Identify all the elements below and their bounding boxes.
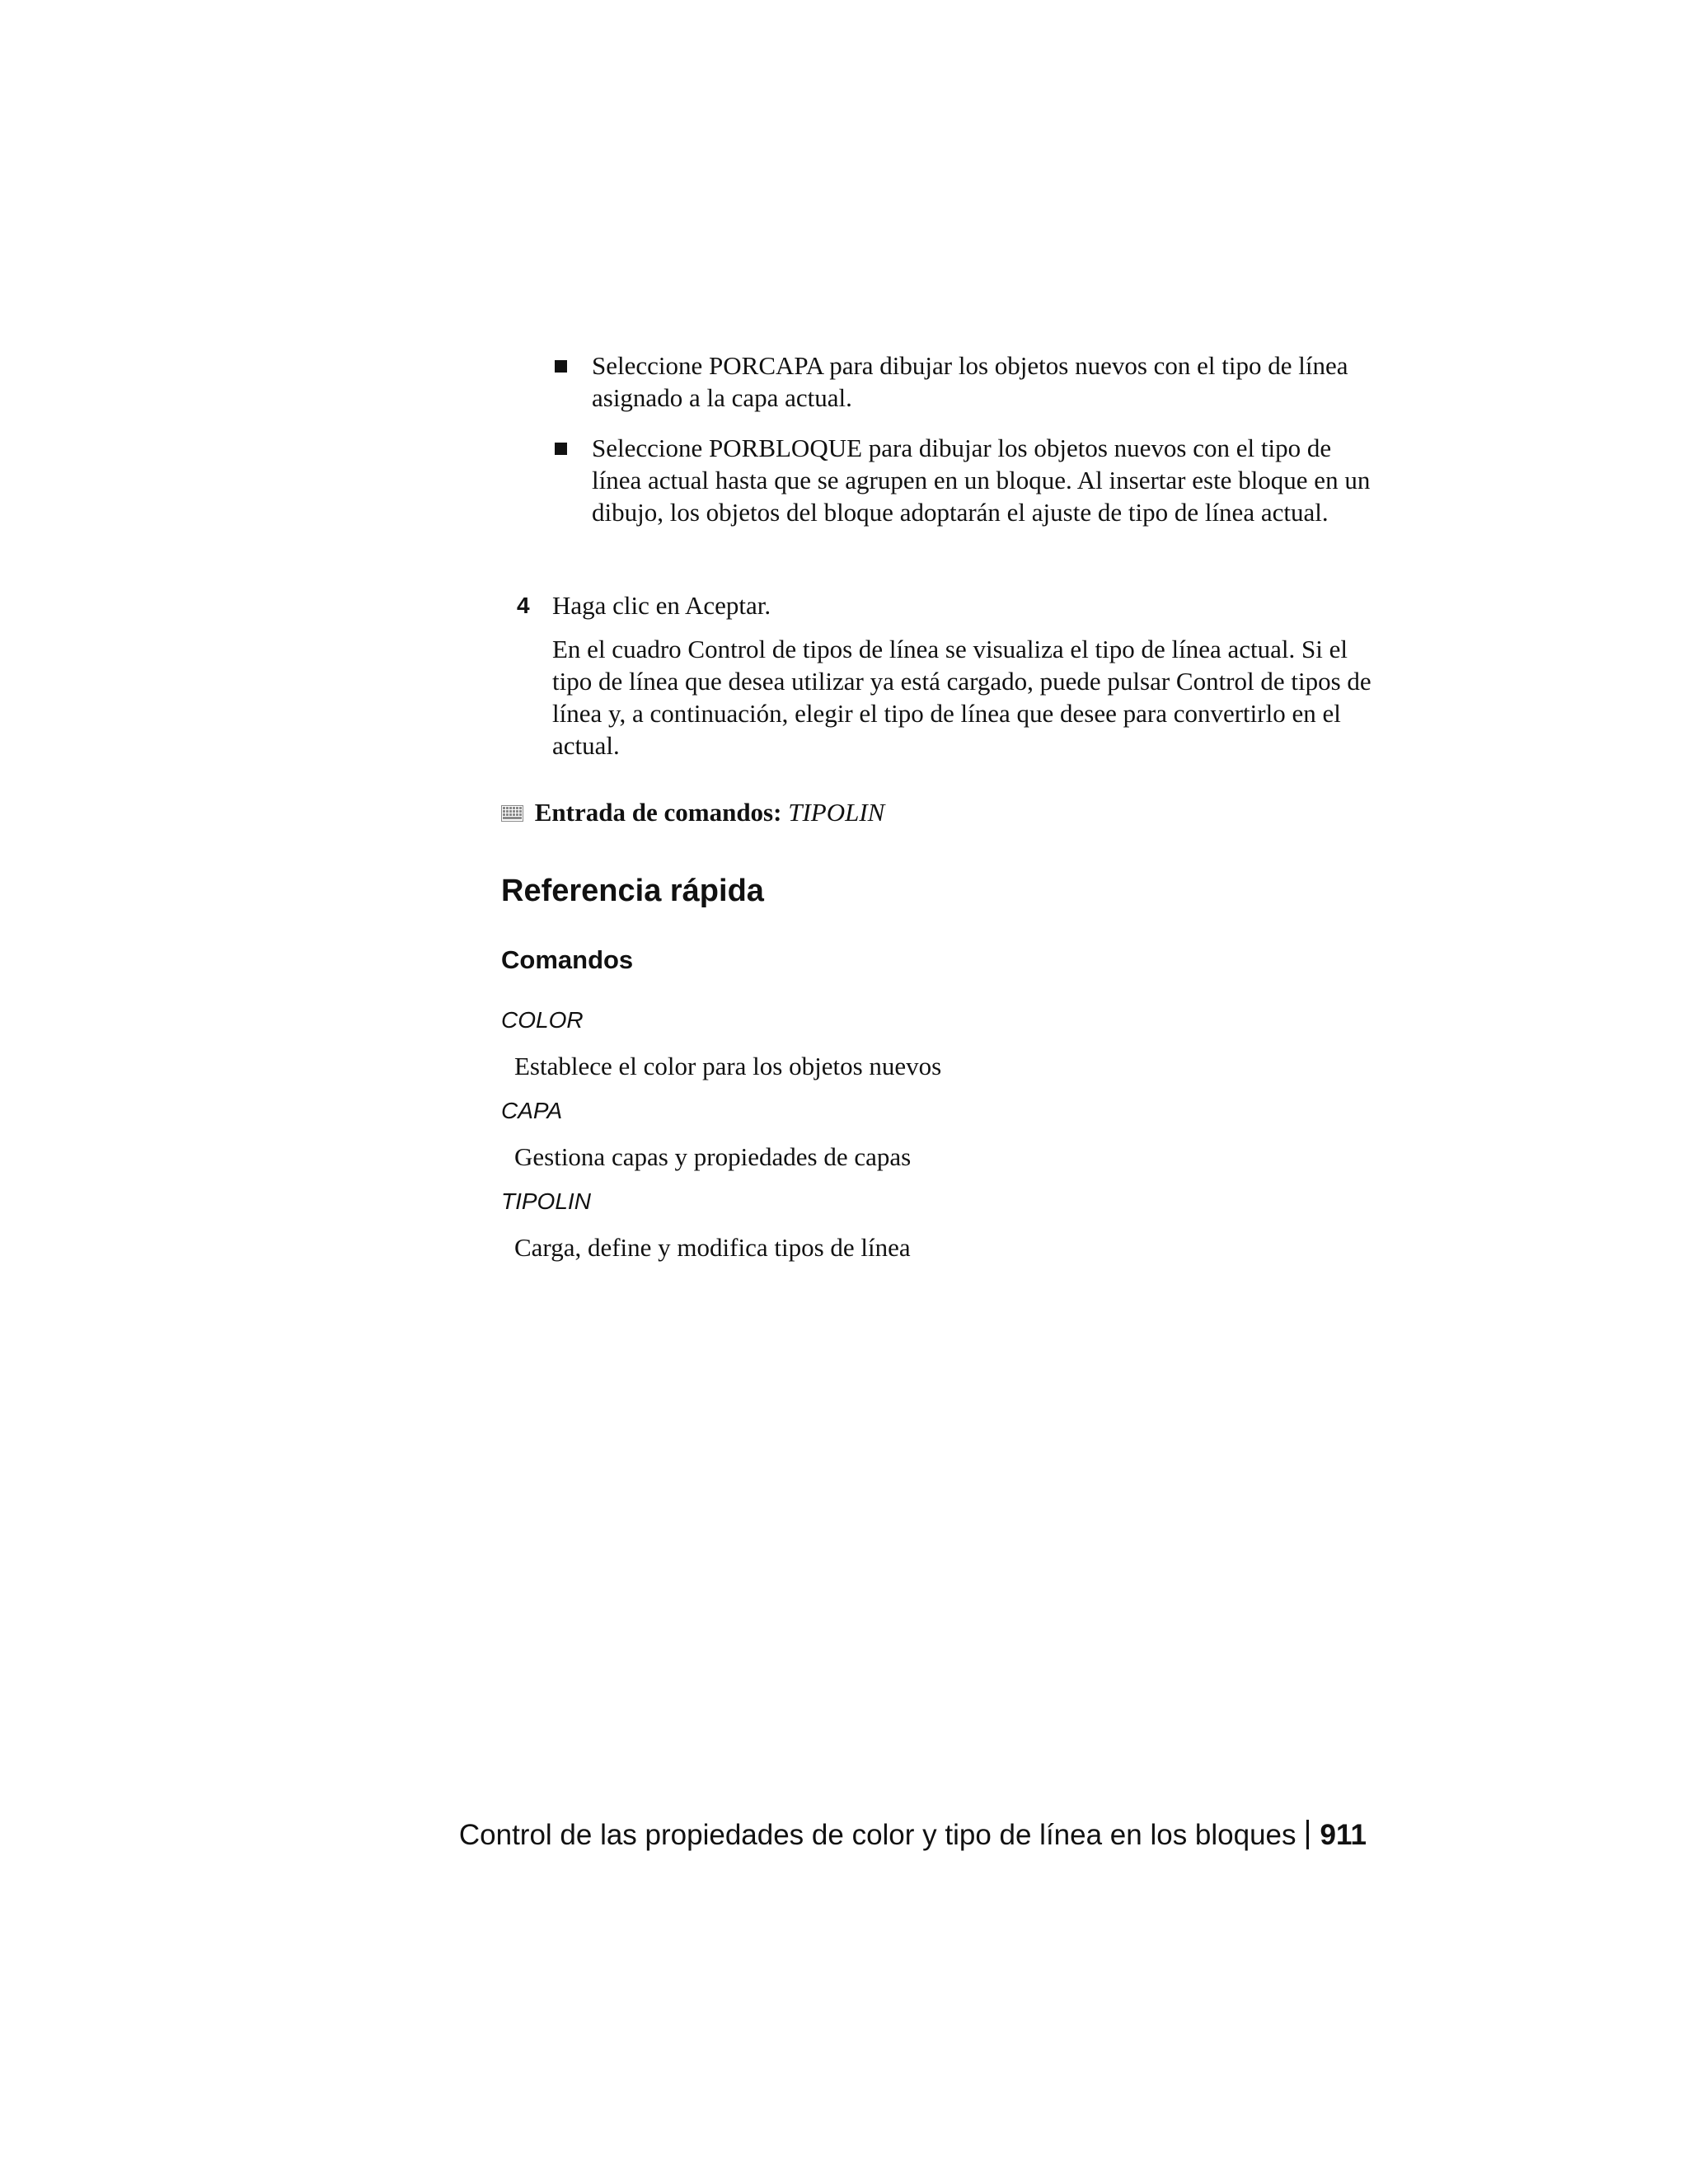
bullet-list: [552, 349, 1385, 546]
page-number: 911: [1320, 1819, 1367, 1851]
command-description: Gestiona capas y propiedades de capas: [514, 1142, 912, 1171]
page-footer: [0, 1817, 1367, 1854]
command-description: Establece el color para los objetos nuevos: [514, 1052, 942, 1080]
command-name: TIPOLIN: [501, 1188, 591, 1214]
command-description: Carga, define y modifica tipos de línea: [514, 1233, 911, 1262]
command-entry: [501, 796, 884, 828]
square-bullet-icon: [555, 360, 567, 373]
procedure-step: [514, 589, 1396, 762]
square-bullet-icon: [555, 443, 567, 455]
command-name: COLOR: [501, 1007, 584, 1033]
command-name: CAPA: [501, 1098, 563, 1123]
step-description: En el cuadro Control de tipos de línea se visualiza el tipo de línea actual. Si el tipo de línea que desea utilizar ya está cargado, puede pulsar Control de tipos de línea y, a continuación, elegir el tipo de línea que desee para convertirlo en el actual.: [552, 635, 1372, 760]
subsection-title: Comandos: [501, 945, 634, 974]
bullet-text: Seleccione PORCAPA para dibujar los objetos nuevos con el tipo de línea asignado a la capa actual.: [592, 351, 1348, 412]
command-entry-value: TIPOLIN: [788, 798, 885, 827]
section-title: Referencia rápida: [501, 874, 764, 908]
step-text: Haga clic en Aceptar.: [552, 591, 771, 620]
step-line: [514, 589, 1396, 621]
footer-separator: [1306, 1820, 1309, 1849]
bullet-item: [552, 432, 1385, 528]
footer-chapter-title: Control de las propiedades de color y tipo de línea en los bloques: [458, 1819, 1296, 1851]
keyboard-icon: [501, 805, 523, 822]
command-entry-label: Entrada de comandos:: [534, 798, 782, 827]
step-number: 4: [517, 593, 530, 618]
command-reference-list: [501, 1005, 1325, 1277]
bullet-item: [552, 349, 1385, 414]
bullet-text: Seleccione PORBLOQUE para dibujar los objetos nuevos con el tipo de línea actual hasta que se agrupen en un bloque. Al insertar este bloque en un dibujo, los objetos del bloque adoptarán el ajuste de tipo de línea actual.: [592, 434, 1371, 527]
